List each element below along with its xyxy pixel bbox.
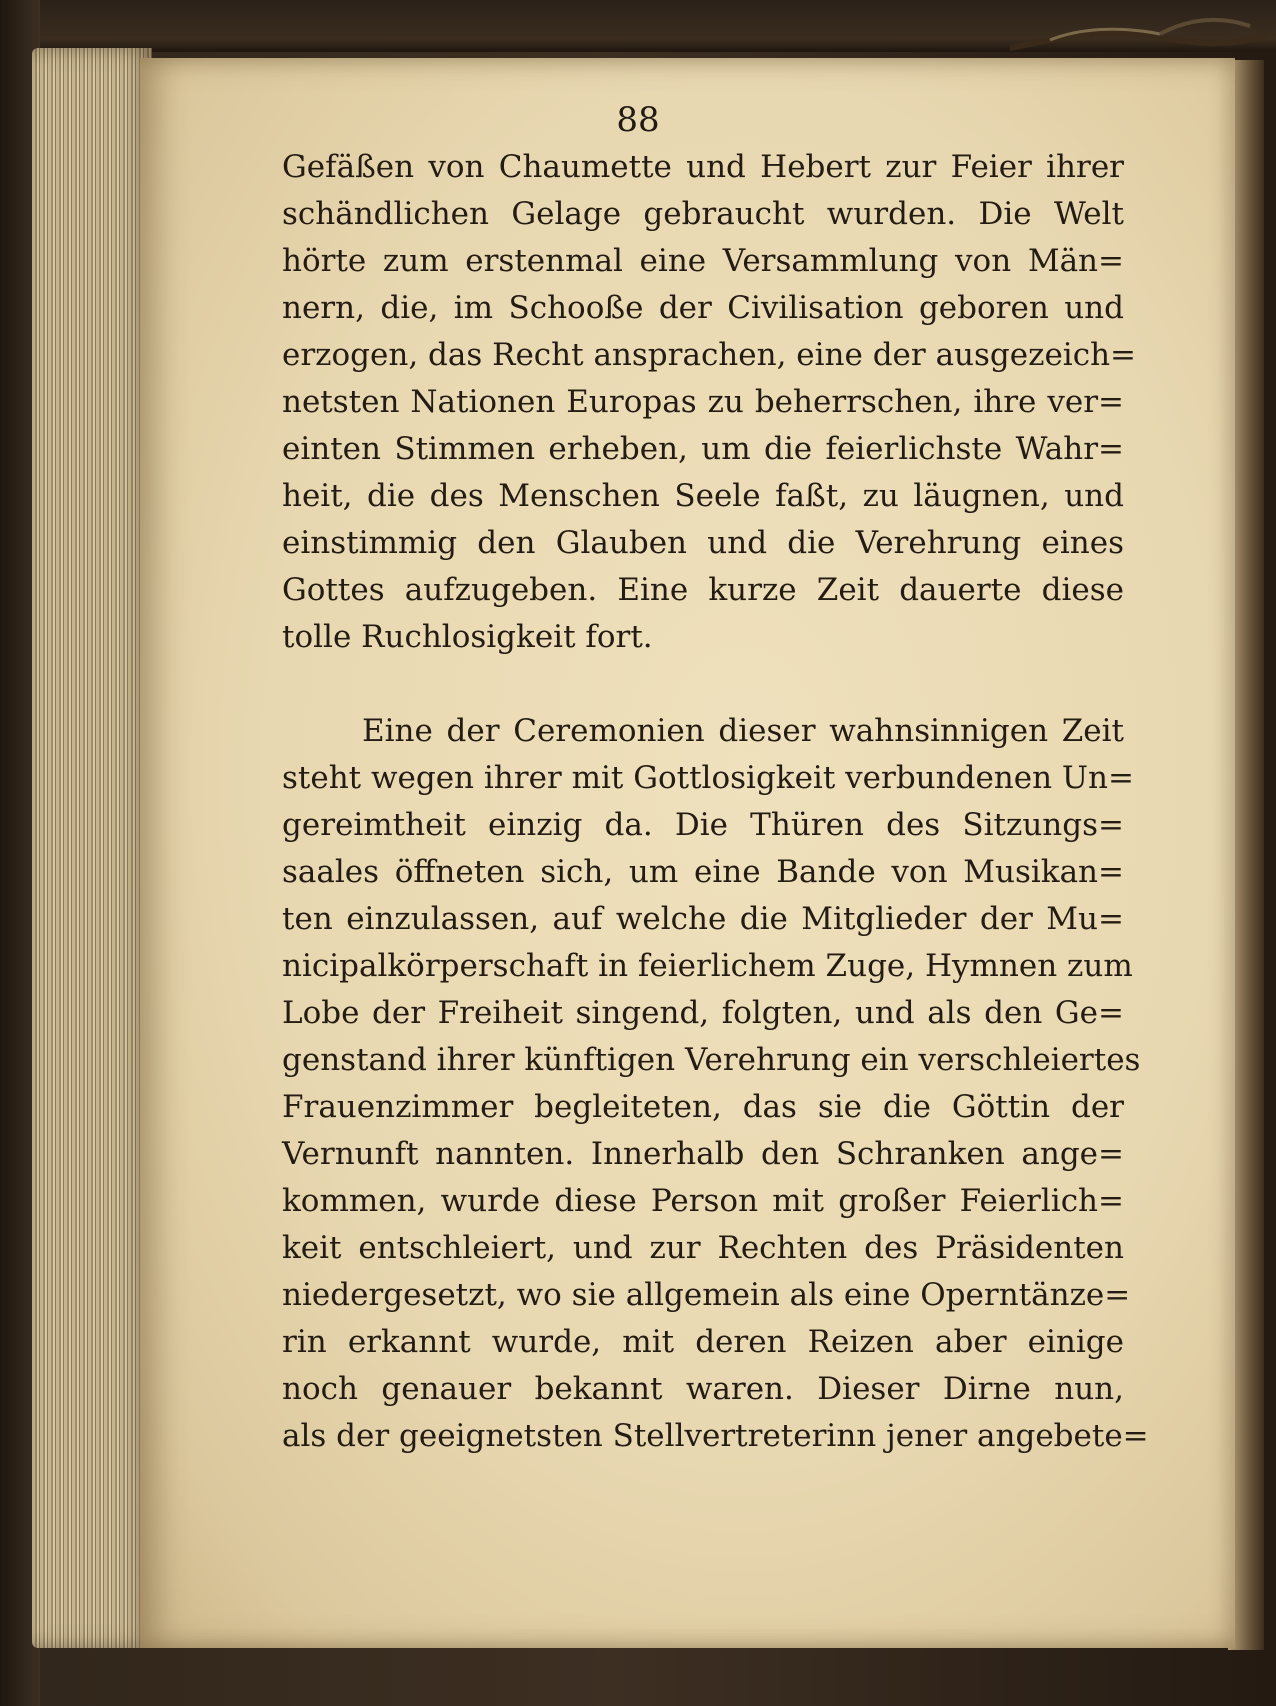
paragraph-1: [282, 144, 1137, 661]
paragraph-2: [282, 708, 1149, 1460]
text-line: ten einzulassen, auf welche die Mitglieder der Mu=: [282, 901, 1124, 937]
text-line: saales öffneten sich, um eine Bande von Musikan=: [282, 854, 1124, 890]
page-number: 88: [616, 100, 660, 140]
text-line: Frauenzimmer begleiteten, das sie die Göttin der: [282, 1089, 1124, 1125]
text-line: gereimtheit einzig da. Die Thüren des Sitzungs=: [282, 807, 1124, 843]
text-line: kommen, wurde diese Person mit großer Feierlich=: [282, 1183, 1124, 1219]
text-line: keit entschleiert, und zur Rechten des Präsidenten: [282, 1230, 1124, 1266]
text-line: heit, die des Menschen Seele faßt, zu läugnen, und: [282, 478, 1124, 514]
text-line: nicipalkörperschaft in feierlichem Zuge, Hymnen zum: [282, 948, 1133, 984]
text-line: einten Stimmen erheben, um die feierlichste Wahr=: [282, 431, 1124, 467]
text-line: steht wegen ihrer mit Gottlosigkeit verbundenen Un=: [282, 760, 1135, 796]
text-line: Eine der Ceremonien dieser wahnsinnigen Zeit: [362, 713, 1124, 749]
text-line: genstand ihrer künftigen Verehrung ein verschleiertes: [282, 1042, 1141, 1078]
text-line: Gefäßen von Chaumette und Hebert zur Feier ihrer: [282, 149, 1124, 185]
text-line: erzogen, das Recht ansprachen, eine der ausgezeich=: [282, 337, 1137, 373]
text-line: tolle Ruchlosigkeit fort.: [282, 619, 653, 655]
text-line: Lobe der Freiheit singend, folgten, und als den Ge=: [282, 995, 1124, 1031]
text-line: als der geeignetsten Stellvertreterinn jener angebete=: [282, 1418, 1149, 1454]
page-stack-edge: [32, 48, 152, 1648]
text-line: Vernunft nannten. Innerhalb den Schranken ange=: [282, 1136, 1124, 1172]
page-text: [282, 144, 1149, 1460]
text-line: Gottes aufzugeben. Eine kurze Zeit dauerte diese: [282, 572, 1124, 608]
text-line: rin erkannt wurde, mit deren Reizen aber einige: [282, 1324, 1124, 1360]
text-line: nern, die, im Schooße der Civilisation geboren und: [282, 290, 1124, 326]
text-line: schändlichen Gelage gebraucht wurden. Die Welt: [282, 196, 1124, 232]
text-line: hörte zum erstenmal eine Versammlung von Män=: [282, 243, 1124, 279]
text-line: einstimmig den Glauben und die Verehrung eines: [282, 525, 1124, 561]
text-line: niedergesetzt, wo sie allgemein als eine Operntänze=: [282, 1277, 1131, 1313]
text-line: netsten Nationen Europas zu beherrschen, ihre ver=: [282, 384, 1124, 420]
text-line: noch genauer bekannt waren. Dieser Dirne nun,: [282, 1371, 1124, 1407]
